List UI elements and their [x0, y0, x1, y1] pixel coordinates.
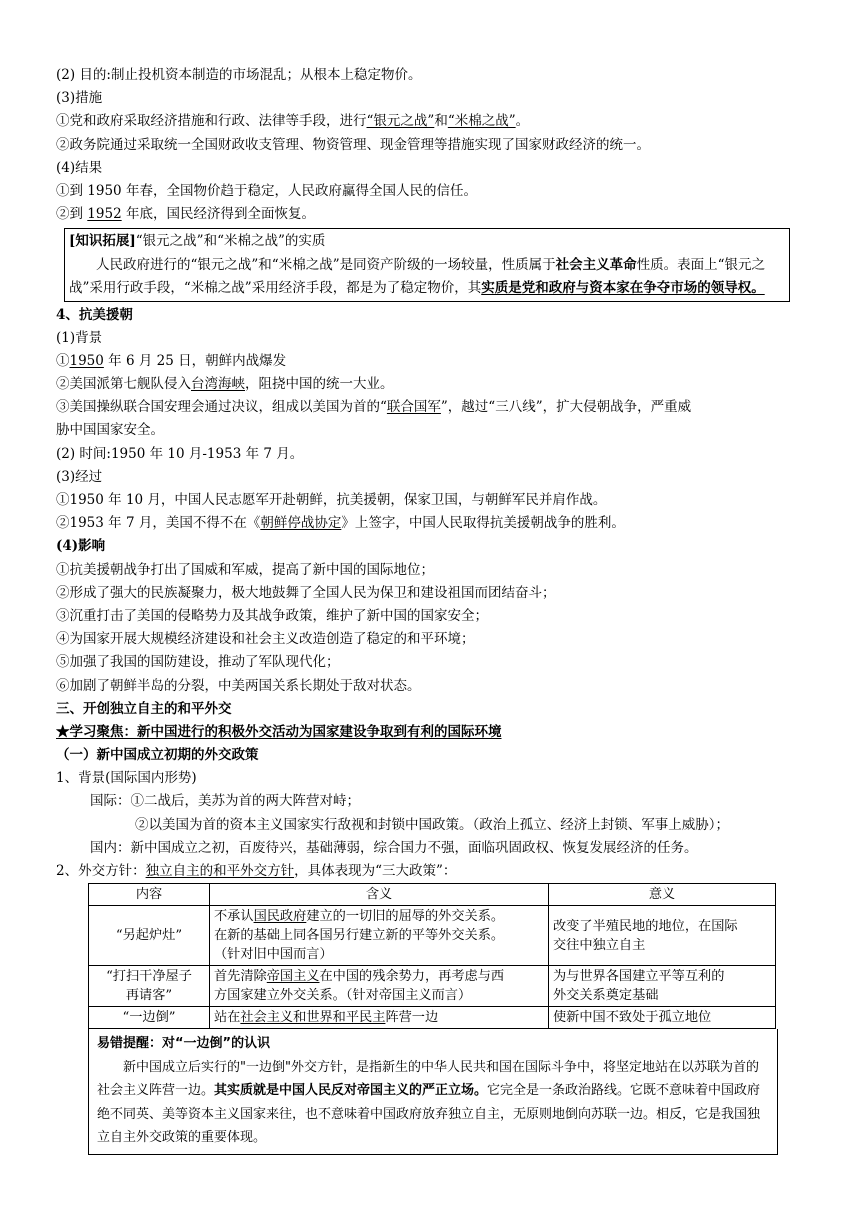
policy-name: “打扫干净屋子 再请客” — [89, 966, 210, 1007]
col-header-content: 内容 — [89, 884, 210, 906]
korea-impact-heading: (4)影响 — [56, 538, 106, 555]
knowledge-box-title: [知识拓展]“银元之战”和“米棉之战”的实质 — [69, 233, 326, 250]
note-title: 易错提醒：对“一边倒”的认识 — [97, 1036, 271, 1052]
measure-2: ②政务院通过采取统一全国财政收支管理、物资管理、现金管理等措施实现了国家财政经济的统一。 — [56, 136, 650, 153]
measures-heading: (3)措施 — [56, 90, 103, 107]
section-korea-heading: 4、抗美援朝 — [56, 306, 133, 323]
document-page — [56, 64, 804, 1155]
korea-impact-4: ④为国家开展大规模经济建设和社会主义改造创造了稳定的和平环境； — [56, 631, 475, 648]
korea-bg-1: ①1950 年 6 月 25 日，朝鲜内战爆发 — [56, 352, 287, 369]
rice-cotton-war-term: “米棉之战” — [447, 113, 516, 130]
korea-course-1: ①1950 年 10 月，中国人民志愿军开赴朝鲜，抗美援朝，保家卫国，与朝鲜军民并肩作战。 — [56, 492, 607, 508]
policy-meaning: 站在社会主义和世界和平民主阵营一边 — [210, 1007, 549, 1029]
policy-name: “一边倒” — [89, 1007, 210, 1029]
table-row — [89, 1007, 776, 1029]
knowledge-box-text: 人民政府进行的“银元之战”和“米棉之战”是同资产阶级的一场较量，性质属于社会主义革命性质。表面上“银元之战”采用行政手段，“米棉之战”采用经济手段，都是为了稳定物价，其实质是党和政府与资本家在争夺市场的领导权。 — [69, 256, 766, 296]
intl-situation-2: ②以美国为首的资本主义国家实行敌视和封锁中国政策。（政治上孤立、经济上封锁、军事上威胁）； — [135, 816, 729, 833]
korea-time: (2) 时间:1950 年 10 月-1953 年 7 月。 — [56, 445, 304, 462]
purpose-line: (2) 目的:制止投机资本制造的市场混乱；从根本上稳定物价。 — [56, 67, 422, 83]
korea-course-heading: (3)经过 — [56, 468, 103, 485]
learning-focus: ★学习聚焦：新中国进行的积极外交活动为国家建设争取到有利的国际环境 — [56, 723, 502, 740]
korea-impact-2: ②形成了强大的民族凝聚力，极大地鼓舞了全国人民为保卫和建设祖国而团结奋斗； — [56, 584, 556, 601]
col-header-meaning: 含义 — [210, 884, 549, 906]
note-text: 新中国成立后实行的"一边倒"外交方针，是指新生的中华人民共和国在国际斗争中，将坚定地站在以苏联为首的社会主义阵营一边。其实质就是中国人民反对帝国主义的严正立场。它完全是一条政治路线。它既不意味着中国政府绝不同英、美等资本主义国家来往，也不意味着中国政府放弃独立自主，无原则地倒向苏联一边。相反，它是我国独立自主外交政策的重要体现。 — [97, 1059, 761, 1146]
measure-1: ①党和政府采取经济措施和行政、法律等手段，进行“银元之战”和“米棉之战”。 — [56, 113, 530, 130]
policy-significance: 使新中国不致处于孤立地位 — [549, 1007, 776, 1029]
diplomacy-background: 1、背景(国际国内形势) — [56, 770, 197, 787]
table-row — [89, 966, 776, 1007]
result-heading: (4)结果 — [56, 159, 103, 176]
korea-bg-3-cont: 胁中国国家安全。 — [56, 422, 164, 439]
common-mistake-note — [88, 1029, 778, 1155]
domestic-situation: 国内：新中国成立之初，百废待兴，基础薄弱，综合国力不强，面临巩固政权、恢复发展经济的任务。 — [90, 839, 698, 856]
korea-impact-1: ①抗美援朝战争打出了国威和军威，提高了新中国的国际地位； — [56, 561, 434, 578]
silver-war-term: “银元之战” — [366, 113, 435, 130]
korea-bg-2: ②美国派第七舰队侵入台湾海峡，阻挠中国的统一大业。 — [56, 376, 394, 393]
korea-course-2: ②1953 年 7 月，美国不得不在《朝鲜停战协定》上签字，中国人民取得抗美援朝战争的胜利。 — [56, 515, 625, 532]
korea-bg-heading: (1)背景 — [56, 329, 103, 346]
three-policies-table — [88, 883, 776, 1029]
knowledge-extension-box — [64, 228, 790, 301]
intl-situation-1: 国际：①二战后，美苏为首的两大阵营对峙； — [90, 793, 360, 810]
table-header-row — [89, 884, 776, 906]
result-1: ①到 1950 年春，全国物价趋于稳定，人民政府赢得全国人民的信任。 — [56, 182, 477, 199]
policy-significance: 改变了半殖民地的地位，在国际 交往中独立自主 — [549, 906, 776, 966]
korea-impact-6: ⑥加剧了朝鲜半岛的分裂，中美两国关系长期处于敌对状态。 — [56, 677, 421, 694]
policy-name: “另起炉灶” — [89, 906, 210, 966]
result-2: ②到 1952 年底，国民经济得到全面恢复。 — [56, 206, 315, 223]
korea-impact-3: ③沉重打击了美国的侵略势力及其战争政策，维护了新中国的国家安全； — [56, 607, 488, 624]
policy-meaning: 不承认国民政府建立的一切旧的屈辱的外交关系。 在新的基础上同各国另行建立新的平等外交关系。 （针对旧中国而言） — [210, 906, 549, 966]
korea-impact-5: ⑤加强了我国的国防建设，推动了军队现代化； — [56, 654, 340, 671]
section-diplomacy-heading: 三、开创独立自主的和平外交 — [56, 700, 232, 717]
korea-bg-3: ③美国操纵联合国安理会通过决议，组成以美国为首的“联合国军”，越过“三八线”，扩大侵朝战争，严重威 — [56, 399, 692, 416]
year-1952: 1952 — [87, 206, 122, 223]
policy-significance: 为与世界各国建立平等互利的 外交关系奠定基础 — [549, 966, 776, 1007]
diplomacy-policy: 2、外交方针：独立自主的和平外交方针，具体表现为“三大政策”： — [56, 863, 457, 879]
diplomacy-subheading: （一）新中国成立初期的外交政策 — [56, 747, 259, 764]
policy-meaning: 首先清除帝国主义在中国的残余势力，再考虑与西 方国家建立外交关系。（针对帝国主义而言） — [210, 966, 549, 1007]
col-header-significance: 意义 — [549, 884, 776, 906]
table-row — [89, 906, 776, 966]
